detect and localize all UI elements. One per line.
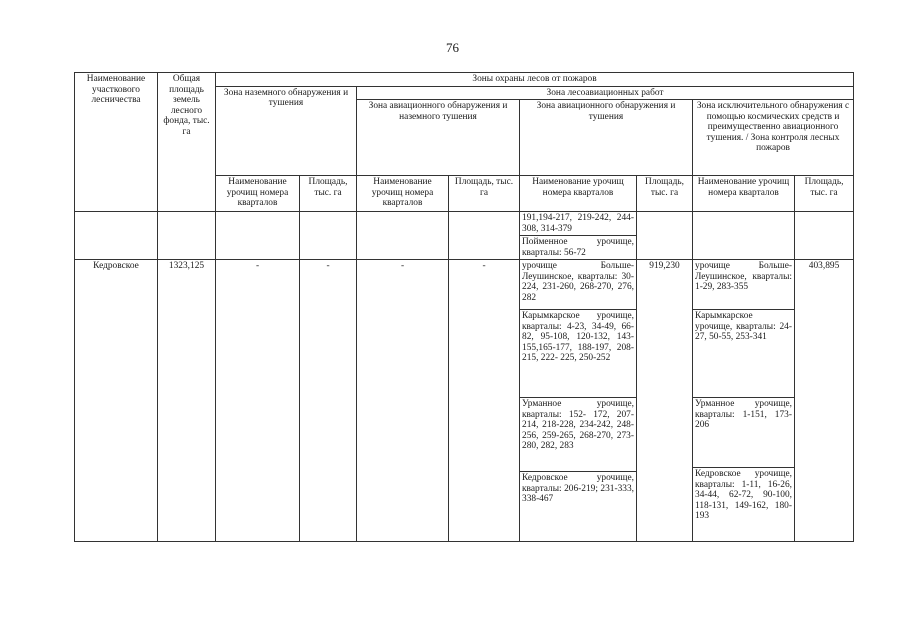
cont-space-name-cell bbox=[693, 212, 795, 260]
page-number: 76 bbox=[446, 40, 459, 55]
header-total-area: Общая площадь земель лесного фонда, тыс. га bbox=[158, 73, 216, 212]
cont-ground-area-cell bbox=[300, 212, 357, 260]
forestry-name: Кедровское bbox=[75, 260, 158, 542]
header-zone-aviation-works: Зона лесоавиационных работ bbox=[357, 86, 854, 100]
subheader-ground-name: Наименование урочищ номера кварталов bbox=[216, 176, 300, 212]
forest-fire-zones-table bbox=[74, 72, 854, 542]
header-zone-space: Зона исключительного обнаружения с помощью космических средств и преимущественно авиационного тушения. / Зона контроля лесных пожаров bbox=[693, 100, 854, 176]
ground-name-value: - bbox=[216, 260, 300, 542]
cont-area-cell bbox=[158, 212, 216, 260]
header-zone-air: Зона авиационного обнаружения и тушения bbox=[520, 100, 693, 176]
cont-air-item: Пойменное урочище, кварталы: 56-72 bbox=[520, 236, 637, 260]
subheader-space-name: Наименование урочищ номера кварталов bbox=[693, 176, 795, 212]
air-item-urmannoe: Урманное урочище, кварталы: 152- 172, 207- 214, 218-228, 234-242, 248- 256, 259-265, 268-270, 273-280, 282, 283 bbox=[520, 398, 637, 472]
air-item-karymkarskoe: Карымкарское урочище, кварталы: 4-23, 34-49, 66-82, 95-108, 120-132, 143-155,165-177, 188-197, 208-215, 222- 225, 250-252 bbox=[520, 310, 637, 398]
header-name: Наименование участкового лесничества bbox=[75, 73, 158, 212]
space-area-value: 403,895 bbox=[795, 260, 854, 542]
cont-ground-name-cell bbox=[216, 212, 300, 260]
subheader-air-area: Площадь, тыс. га bbox=[637, 176, 693, 212]
subheader-space-area: Площадь, тыс. га bbox=[795, 176, 854, 212]
cont-air-ground-name-cell bbox=[357, 212, 449, 260]
cont-air-area-cell bbox=[637, 212, 693, 260]
air-area-value: 919,230 bbox=[637, 260, 693, 542]
air-item-bolshe-leushinskoe: урочище Больше-Леушинское, кварталы: 30-224, 231-260, 268-270, 276, 282 bbox=[520, 260, 637, 310]
space-item-karymkarskoe: Карымкарское урочище, кварталы: 24-27, 50-55, 253-341 bbox=[693, 310, 795, 398]
header-zones-protection: Зоны охраны лесов от пожаров bbox=[216, 73, 854, 87]
forestry-total-area: 1323,125 bbox=[158, 260, 216, 542]
air-item-kedrovskoe: Кедровское урочище, кварталы: 206-219; 231-333, 338-467 bbox=[520, 472, 637, 542]
subheader-air-ground-area: Площадь, тыс. га bbox=[449, 176, 520, 212]
air-ground-name-value: - bbox=[357, 260, 449, 542]
header-zone-air-ground: Зона авиационного обнаружения и наземного тушения bbox=[357, 100, 520, 176]
space-item-bolshe-leushinskoe: урочище Больше-Леушинское, кварталы: 1-29, 283-355 bbox=[693, 260, 795, 310]
cont-space-area-cell bbox=[795, 212, 854, 260]
cont-air-item: 191,194-217, 219-242, 244-308, 314-379 bbox=[520, 212, 637, 236]
space-item-urmannoe: Урманное урочище, кварталы: 1-151, 173-206 bbox=[693, 398, 795, 468]
ground-area-value: - bbox=[300, 260, 357, 542]
subheader-ground-area: Площадь, тыс. га bbox=[300, 176, 357, 212]
cont-air-ground-area-cell bbox=[449, 212, 520, 260]
subheader-air-ground-name: Наименование урочищ номера кварталов bbox=[357, 176, 449, 212]
cont-name-cell bbox=[75, 212, 158, 260]
air-ground-area-value: - bbox=[449, 260, 520, 542]
header-zone-ground: Зона наземного обнаружения и тушения bbox=[216, 86, 357, 176]
space-item-kedrovskoe: Кедровское урочище, кварталы: 1-11, 16-26, 34-44, 62-72, 90-100, 118-131, 149-162, 180-193 bbox=[693, 468, 795, 542]
subheader-air-name: Наименование урочищ номера кварталов bbox=[520, 176, 637, 212]
